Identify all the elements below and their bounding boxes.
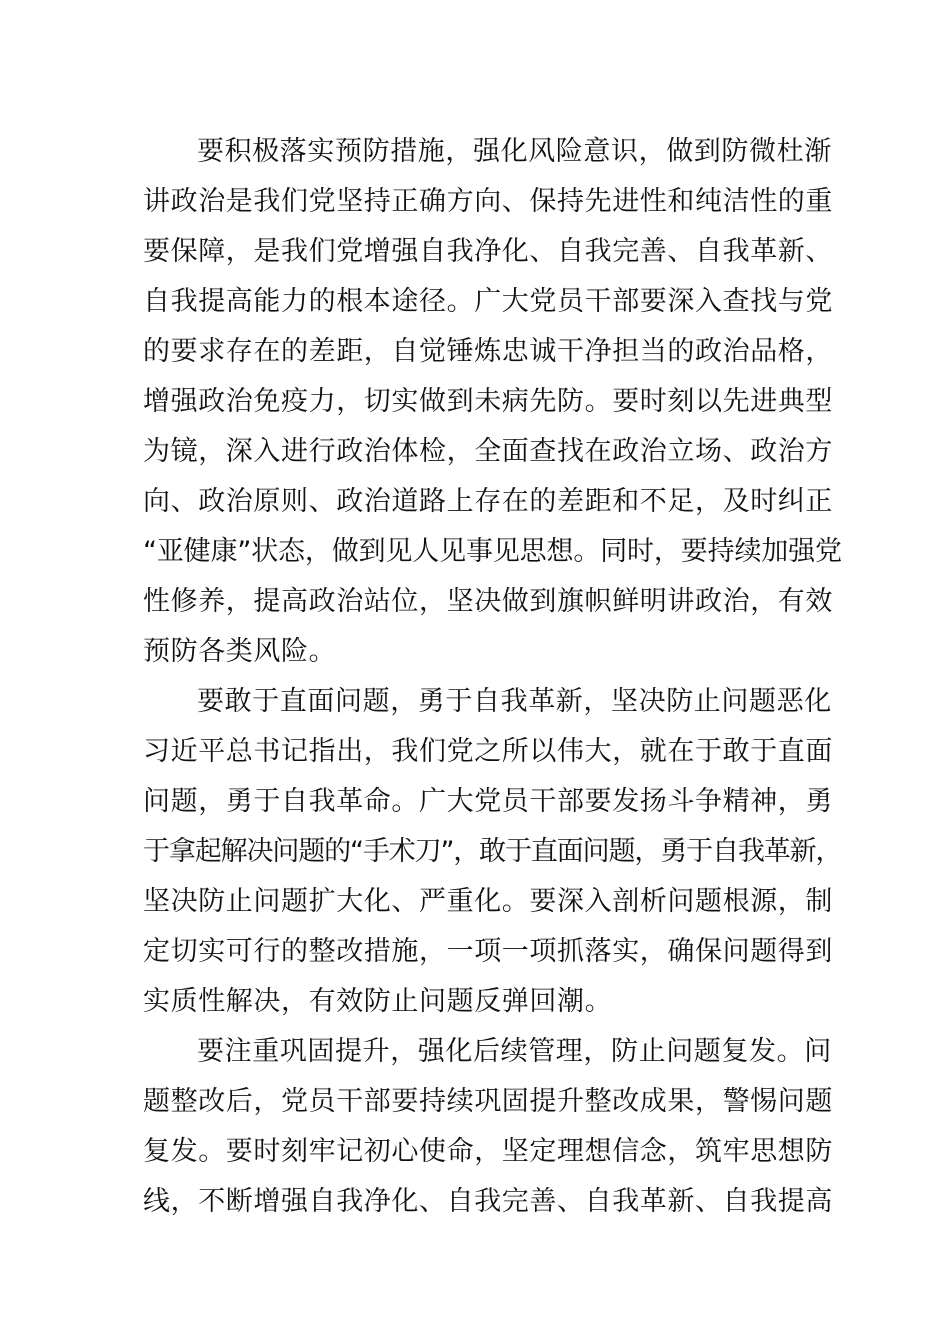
paragraph-line: 性修养，提高政治站位，坚决做到旗帜鲜明讲政治，有效 [143, 586, 833, 617]
paragraph-line: 实质性解决，有效防止问题反弹回潮。 [143, 986, 613, 1017]
paragraph-line: 线，不断增强自我净化、自我完善、自我革新、自我提高 [143, 1186, 833, 1217]
paragraph-line: 的要求存在的差距，自觉锤炼忠诚干净担当的政治品格， [143, 336, 833, 367]
paragraph-line: “亚健康”状态，做到见人见事见思想。同时，要持续加强党 [143, 536, 842, 567]
paragraph-heading-face-problems: 要敢于直面问题，勇于自我革新，坚决防止问题恶化 [197, 686, 832, 717]
document-body [143, 127, 843, 1227]
paragraph-line: 预防各类风险。 [143, 636, 337, 667]
paragraph-line: 为镜，深入进行政治体检，全面查找在政治立场、政治方 [143, 436, 833, 467]
paragraph-line: 向、政治原则、政治道路上存在的差距和不足，及时纠正 [143, 486, 833, 517]
paragraph-line: 于拿起解决问题的“手术刀”，敢于直面问题，勇于自我革新， [143, 836, 842, 867]
paragraph-line: 自我提高能力的根本途径。广大党员干部要深入查找与党 [143, 286, 833, 317]
paragraph-line: 复发。要时刻牢记初心使命，坚定理想信念，筑牢思想防 [143, 1136, 833, 1167]
paragraph-line: 坚决防止问题扩大化、严重化。要深入剖析问题根源，制 [143, 886, 833, 917]
paragraph-line: 题整改后，党员干部要持续巩固提升整改成果，警惕问题 [143, 1086, 833, 1117]
paragraph-line: 习近平总书记指出，我们党之所以伟大，就在于敢于直面 [143, 736, 833, 767]
paragraph-heading-consolidate: 要注重巩固提升，强化后续管理，防止问题复发。问 [197, 1036, 832, 1067]
paragraph-line: 增强政治免疫力，切实做到未病先防。要时刻以先进典型 [143, 386, 833, 417]
paragraph-line: 要保障，是我们党增强自我净化、自我完善、自我革新、 [143, 236, 833, 267]
paragraph-line: 讲政治是我们党坚持正确方向、保持先进性和纯洁性的重 [143, 186, 833, 217]
paragraph-line: 定切实可行的整改措施，一项一项抓落实，确保问题得到 [143, 936, 833, 967]
paragraph-heading-prevention: 要积极落实预防措施，强化风险意识，做到防微杜渐 [197, 136, 832, 167]
paragraph-line: 问题，勇于自我革命。广大党员干部要发扬斗争精神，勇 [143, 786, 833, 817]
